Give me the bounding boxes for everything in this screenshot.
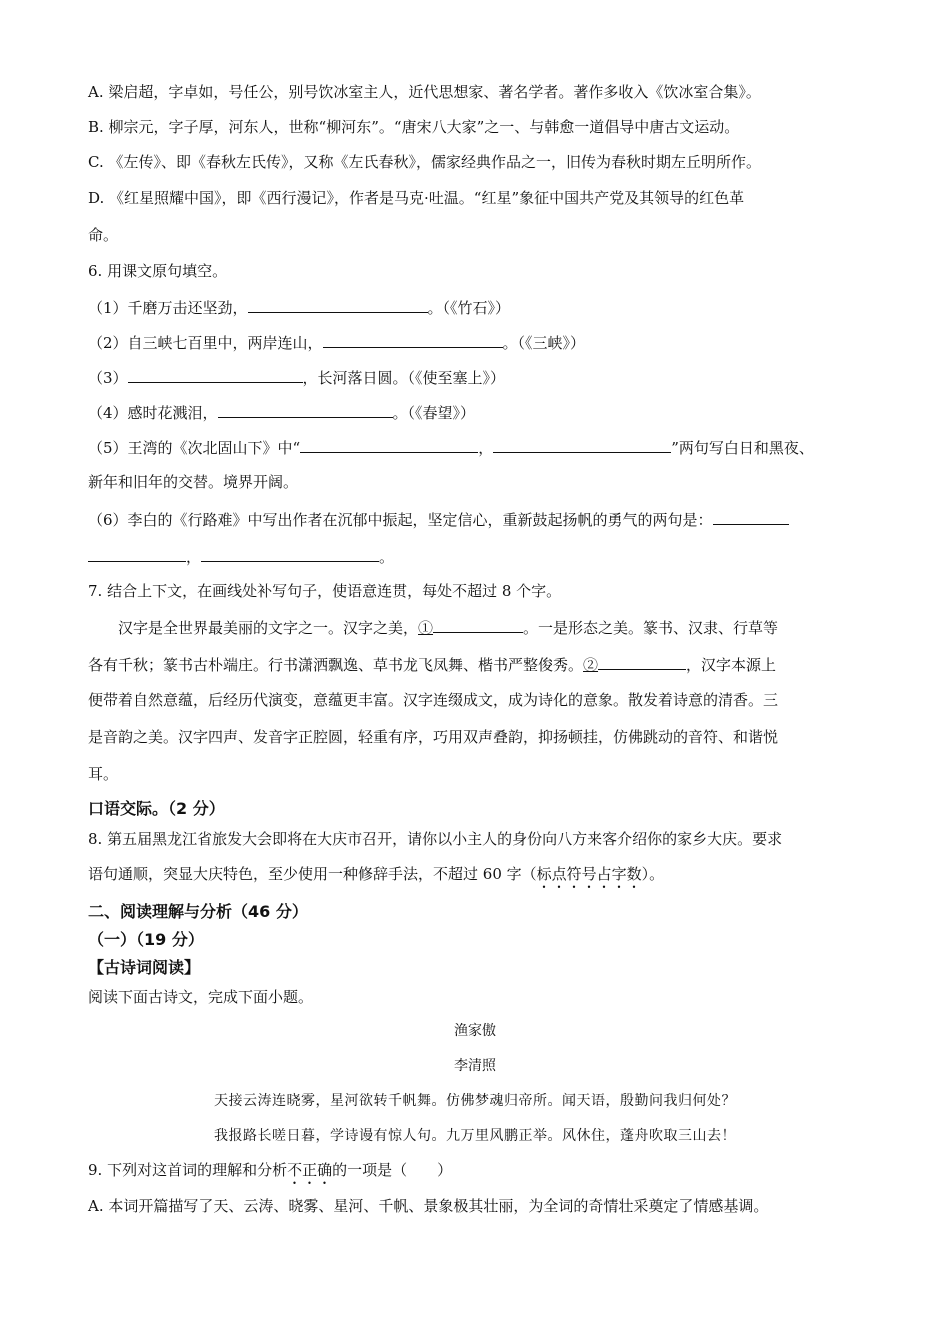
q7-p1a: 汉字是全世界最美丽的文字之一。汉字之美，: [118, 619, 419, 637]
q6-item-6: [88, 508, 868, 530]
q6-item-2-pre: （2）自三峡七百里中，两岸连山，: [88, 334, 323, 352]
q6-item-6-line2: [88, 545, 868, 567]
q6-item-1-post: 。（《竹石》）: [427, 299, 511, 317]
q6-item-1: [88, 296, 868, 318]
q9-stem: [88, 1160, 868, 1188]
q7-mark-1: ①: [418, 619, 434, 637]
q6-item-5-pre: （5）王湾的《次北固山下》中“: [88, 439, 301, 457]
q7-title: 7. 结合上下文，在画线处补写句子，使语意连贯，每处不超过 8 个字。: [88, 582, 562, 600]
q7-para-line1: [88, 616, 868, 638]
q5-option-c: C. 《左传》、即《春秋左氏传》，又称《左氏春秋》，儒家经典作品之一，旧传为春秋时期左丘明所作。: [88, 153, 761, 171]
q6-item-6-blank-a[interactable]: [713, 508, 789, 525]
q7-blank-2[interactable]: [598, 653, 686, 670]
q6-item-5: [88, 436, 868, 458]
q6-item-4-pre: （4）感时花溅泪，: [88, 404, 218, 422]
q6-item-2-blank[interactable]: [323, 331, 503, 348]
q8-line2b: ）。: [641, 865, 665, 883]
q6-item-5-line2: 新年和旧年的交替。境界开阔。: [88, 473, 299, 491]
q6-item-4: [88, 401, 868, 423]
q6-item-6-mid: ，: [186, 548, 202, 566]
q6-item-4-post: 。（《春望》）: [392, 404, 476, 422]
q7-p2a: 各有千秋；篆书古朴端庄。行书潇洒飘逸、草书龙飞凤舞、楷书严整俊秀。: [88, 656, 584, 674]
q6-item-5-post: ”两句写白日和黑夜、: [671, 439, 814, 457]
poem-line-2: 我报路长嗟日暮，学诗谩有惊人句。九万里风鹏正举。风休住，蓬舟吹取三山去！: [214, 1128, 736, 1144]
q8-dotted-phrase: 标点符号占字数: [536, 865, 642, 883]
q6-item-3-blank[interactable]: [128, 366, 303, 383]
q5-option-b: B. 柳宗元，字子厚，河东人，世称“柳河东”。“唐宋八大家”之一、与韩愈一道倡导中唐古文运动。: [88, 118, 740, 136]
q6-item-5-blank-a[interactable]: [300, 436, 478, 453]
poem-line-1: 天接云涛连晓雾，星河欲转千帆舞。仿佛梦魂归帝所。闻天语，殷勤问我归何处？: [214, 1093, 736, 1109]
q9-stem-a: 9. 下列对这首词的理解和分析: [88, 1161, 288, 1179]
q7-mark-2: ②: [583, 656, 599, 674]
q6-item-4-blank[interactable]: [218, 401, 393, 418]
q6-item-3: [88, 366, 868, 388]
q6-item-2: [88, 331, 868, 353]
q6-item-2-post: 。（《三峡》）: [502, 334, 586, 352]
section2-instruction: 阅读下面古诗文，完成下面小题。: [88, 988, 314, 1006]
q7-para-line2: [88, 653, 868, 675]
q6-item-5-blank-b[interactable]: [493, 436, 671, 453]
q8-line2: [88, 864, 868, 892]
q6-item-1-blank[interactable]: [248, 296, 428, 313]
q6-item-6-blank-c[interactable]: [201, 545, 379, 562]
q6-title: 6. 用课文原句填空。: [88, 262, 228, 280]
q6-item-3-pre: （3）: [88, 369, 128, 387]
q7-para-line5: 耳。: [88, 765, 119, 783]
q9-stem-b: 的一项是（ ）: [332, 1161, 453, 1179]
section2-heading: 二、阅读理解与分析（46 分）: [88, 902, 308, 921]
q5-option-d-line2: 命。: [88, 226, 119, 244]
q6-item-6-text: （6）李白的《行路难》中写出作者在沉郁中振起，坚定信心，重新鼓起扬帆的勇气的两句是：: [88, 511, 713, 529]
section2-subheading: （一）（19 分）: [88, 930, 204, 949]
section2-bracket-title: 【古诗词阅读】: [88, 958, 201, 977]
q6-item-3-post: ，长河落日圆。（《使至塞上》）: [302, 369, 506, 387]
oral-heading: 口语交际。（2 分）: [88, 799, 225, 818]
poem-title: 渔家傲: [454, 1023, 496, 1039]
q7-p2b: ，汉字本源上: [686, 656, 777, 674]
q6-item-5-mid: ，: [478, 439, 494, 457]
q9-stem-dotted: 不正确: [287, 1161, 333, 1179]
q6-item-1-pre: （1）千磨万击还坚劲，: [88, 299, 248, 317]
q8-line1: 8. 第五届黑龙江省旅发大会即将在大庆市召开，请你以小主人的身份向八方来客介绍你的家乡大庆。要求: [88, 830, 783, 848]
q7-blank-1[interactable]: [433, 616, 523, 633]
q7-para-line3: 便带着自然意蕴，后经历代演变，意蕴更丰富。汉字连缀成文，成为诗化的意象。散发着诗意的清香。三: [88, 691, 779, 709]
q6-item-6-end: 。: [379, 548, 395, 566]
q8-line2a: 语句通顺，突显大庆特色，至少使用一种修辞手法，不超过 60 字（: [88, 865, 537, 883]
q7-para-line4: 是音韵之美。汉字四声、发音字正腔圆，轻重有序，巧用双声叠韵，抑扬顿挂，仿佛跳动的音符、和谐悦: [88, 728, 779, 746]
q6-item-6-blank-b[interactable]: [88, 545, 186, 562]
poem-author: 李清照: [454, 1058, 496, 1074]
q5-option-a: A. 梁启超，字卓如，号任公，别号饮冰室主人，近代思想家、著名学者。著作多收入《饮冰室合集》。: [88, 83, 761, 101]
q5-option-d-line1: D. 《红星照耀中国》，即《西行漫记》，作者是马克·吐温。“红星”象征中国共产党及其领导的红色革: [88, 189, 745, 207]
q9-option-a: A. 本词开篇描写了天、云涛、晓雾、星河、千帆、景象极其壮丽，为全词的奇情壮采奠定了情感基调。: [88, 1197, 769, 1215]
q7-p1b: 。一是形态之美。篆书、汉隶、行草等: [523, 619, 779, 637]
